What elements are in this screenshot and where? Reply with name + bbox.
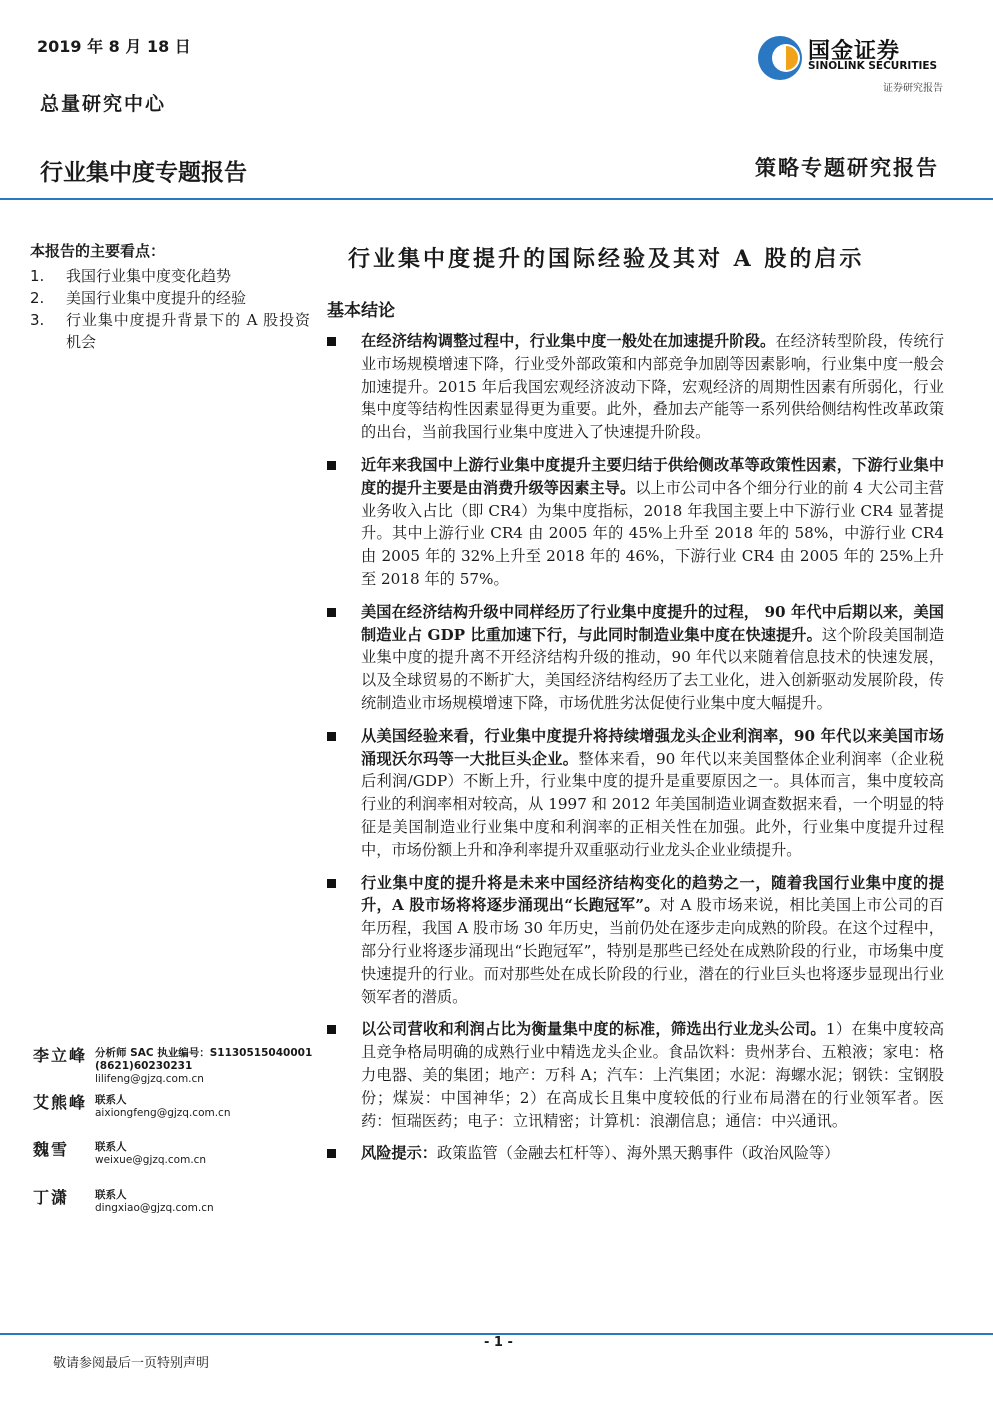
department-name: 总量研究中心 xyxy=(40,93,167,115)
footer-disclaimer: 敬请参阅最后一页特别声明 xyxy=(53,1356,210,1371)
analyst-phone: (8621)60230231 xyxy=(95,1060,193,1072)
report-category: 策略专题研究报告 xyxy=(755,155,939,180)
conclusion-item xyxy=(327,1142,944,1165)
bullet-square-icon xyxy=(327,732,336,741)
page-number: - 1 - xyxy=(484,1335,513,1350)
conclusion-body: 1）在集中度较高且竞争格局明确的成熟行业中精选龙头企业。食品饮料：贵州茅台、五粮液；家电：格力电器、美的集团；地产：万科 A；汽车：上汽集团；水泥：海螺水泥；钢铁：宝钢股份；煤炭：中国神华；2）在高成长且集中度较低的行业布局潜在的行业领军者。医药：恒瑞医药；电子：立讯精密；计算机：浪潮信息；通信：中兴通讯。 xyxy=(361,1020,945,1130)
key-point-number: 2. xyxy=(30,289,45,307)
conclusion-lead: 美国在经济结构升级中同样经历了行业集中度提升的过程， 90 年代中后期以来，美国制造业占 GDP 比重加速下行，与此同时制造业集中度在快速提升。 xyxy=(361,602,944,644)
logo-name-cn: 国金证券 xyxy=(808,39,901,64)
key-point-item xyxy=(30,309,310,353)
analyst-name: 魏雪 xyxy=(33,1140,70,1159)
key-point-text: 美国行业集中度提升的经验 xyxy=(66,289,247,307)
bullet-square-icon xyxy=(327,879,336,888)
bullet-square-icon xyxy=(327,337,336,346)
bullet-square-icon xyxy=(327,461,336,470)
logo-name-en: SINOLINK SECURITIES xyxy=(808,60,938,72)
analyst-email[interactable]: aixiongfeng@gjzq.com.cn xyxy=(95,1107,231,1119)
key-point-number: 1. xyxy=(30,267,45,285)
key-point-text: 我国行业集中度变化趋势 xyxy=(66,267,232,285)
analyst-name: 丁潇 xyxy=(33,1188,70,1207)
bullet-square-icon xyxy=(327,1149,336,1158)
conclusion-body: 在经济转型阶段，传统行业市场规模增速下降，行业受外部政策和内部竞争加剧等因素影响，行业集中度一般会加速提升。2015 年后我国宏观经济波动下降，宏观经济的周期性因素有所弱化，行业集中度等结构性因素显得更为重要。此外，叠加去产能等一系列供给侧结构性改革政策的出台，当前我国行业集中度进入了快速提升阶段。 xyxy=(361,332,945,442)
conclusion-lead: 从美国经验来看，行业集中度提升将持续增强龙头企业利润率，90 年代以来美国市场涌现沃尔玛等一大批巨头企业。 xyxy=(361,726,944,768)
key-point-item xyxy=(30,287,310,309)
conclusion-item xyxy=(327,330,944,444)
conclusion-body: 对 A 股市场来说，相比美国上市公司的百年历程，我国 A 股市场 30 年历史，当前仍处在逐步走向成熟的阶段。在这个过程中，部分行业将逐步涌现出“长跑冠军”，特别是那些已经处在成熟阶段的行业，市场集中度快速提升的行业。而对那些处在成长阶段的行业，潜在的行业巨头也将逐步显现出行业领军者的潜质。 xyxy=(361,896,945,1006)
analyst-role: 分析师 SAC 执业编号：S1130515040001 xyxy=(95,1047,313,1059)
analyst-email[interactable]: lilifeng@gjzq.com.cn xyxy=(95,1073,204,1085)
conclusion-lead: 行业集中度的提升将是未来中国经济结构变化的趋势之一，随着我国行业集中度的提升，A 股市场将将逐步涌现出“长跑冠军”。 xyxy=(361,873,944,915)
report-date: 2019 年 8 月 18 日 xyxy=(37,37,191,56)
key-points-title: 本报告的主要看点： xyxy=(30,242,166,260)
analyst-info xyxy=(95,1047,312,1086)
conclusion-lead: 在经济结构调整过程中，行业集中度一般处在加速提升阶段。 xyxy=(361,332,776,350)
analyst-name: 艾熊峰 xyxy=(33,1093,88,1112)
conclusion-item xyxy=(327,454,944,591)
analyst-info xyxy=(95,1094,231,1120)
conclusion-body: 整体来看，90 年代以来美国整体企业利润率（企业税后利润/GDP）不断上升，行业集中度的提升是重要原因之一。具体而言，集中度较高行业的利润率相对较高，从 1997 和 2012 年美国制造业调查数据来看，一个明显的特征是美国制造业行业集中度和利润率的正相关性在加强。此外，行业集中度提升过程中，市场份额上升和净利率提升双重驱动行业龙头企业业绩提升。 xyxy=(361,749,944,859)
bullet-square-icon xyxy=(327,608,336,617)
section-title: 基本结论 xyxy=(327,301,395,321)
header-divider xyxy=(0,198,993,200)
conclusion-body: 以上市公司中各个细分行业的前 4 大公司主营业务收入占比（即 CR4）为集中度指标，2018 年我国主要上中下游行业 CR4 显著提升。其中上游行业 CR4 由 2005 年的 45%上升至 2018 年的 58%，中游行业 CR4 由 2005 年的 32%上升至 2018 年的 46%，下游行业 CR4 由 2005 年的 25%上升至 2018 年的 57%。 xyxy=(361,478,944,588)
conclusion-item xyxy=(327,725,944,862)
key-point-item xyxy=(30,265,310,287)
analyst-info xyxy=(95,1189,214,1215)
key-point-text: 行业集中度提升背景下的 A 股投资机会 xyxy=(66,311,310,351)
bullet-square-icon xyxy=(327,1025,336,1034)
conclusion-lead: 近年来我国中上游行业集中度提升主要归结于供给侧改革等政策性因素，下游行业集中度的提升主要是由消费升级等因素主导。 xyxy=(361,455,944,497)
conclusion-item xyxy=(327,872,944,1009)
logo-subtitle: 证券研究报告 xyxy=(883,83,943,94)
analyst-email[interactable]: dingxiao@gjzq.com.cn xyxy=(95,1202,214,1214)
analyst-email[interactable]: weixue@gjzq.com.cn xyxy=(95,1154,207,1166)
analyst-name: 李立峰 xyxy=(33,1046,88,1065)
conclusion-item xyxy=(327,601,944,715)
report-type: 行业集中度专题报告 xyxy=(40,160,247,186)
conclusion-lead: 以公司营收和利润占比为衡量集中度的标准，筛选出行业龙头公司。 xyxy=(361,1020,826,1039)
conclusion-body: 政策监管（金融去杠杆等）、海外黑天鹅事件（政治风险等） xyxy=(436,1144,840,1163)
conclusion-body: 这个阶段美国制造业集中度的提升离不开经济结构升级的推动，90 年代以来随着信息技术的快速发展，以及全球贸易的不断扩大，美国经济结构经历了去工业化，进入创新驱动发展阶段，传统制造业市场规模增速下降，市场优胜劣汰促使行业集中度大幅提升。 xyxy=(361,625,945,712)
report-title: 行业集中度提升的国际经验及其对 A 股的启示 xyxy=(348,246,865,272)
analyst-role: 联系人 xyxy=(95,1141,127,1153)
conclusions-list xyxy=(327,330,944,1175)
key-points-sidebar xyxy=(30,240,310,353)
analyst-role: 联系人 xyxy=(95,1189,127,1201)
conclusion-item xyxy=(327,1018,944,1132)
analyst-role: 联系人 xyxy=(95,1094,127,1106)
analyst-info xyxy=(95,1141,206,1167)
conclusion-lead: 风险提示： xyxy=(361,1144,437,1163)
key-point-number: 3. xyxy=(30,311,45,329)
logo-mark-icon xyxy=(756,32,808,84)
